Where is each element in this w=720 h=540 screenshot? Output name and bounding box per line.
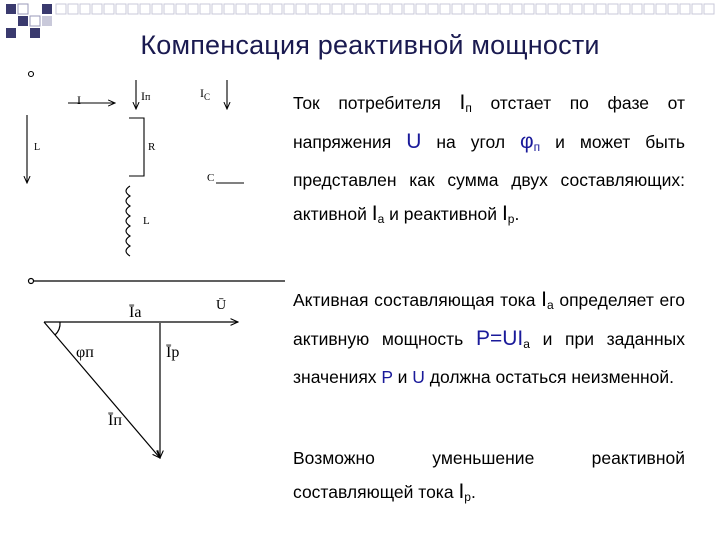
label-L-coil: L — [143, 215, 150, 227]
label-I: I — [77, 93, 81, 107]
label-U: Ū — [216, 298, 227, 313]
label-Ip: Īр — [166, 344, 180, 361]
vector-labels — [76, 297, 226, 429]
label-R: R — [148, 141, 156, 153]
label-Ic: $I_C$ — [200, 86, 211, 102]
vector-diagram — [29, 279, 286, 459]
circuit-and-vector-diagram — [0, 60, 290, 520]
circuit-schematic — [27, 72, 244, 257]
resistor-R — [129, 118, 144, 176]
label-C: C — [207, 172, 215, 184]
angle-arc — [55, 322, 60, 335]
top-terminal — [29, 72, 34, 77]
label-In: Iп — [141, 89, 151, 103]
label-In-vector: Īп — [108, 412, 122, 429]
circuit-labels — [34, 86, 214, 227]
vector-In — [44, 322, 160, 458]
slide-title: Компенсация реактивной мощности — [140, 30, 600, 60]
paragraph-current-lag: Ток потребителя $I_п$ отстает по фазе от напряжения U на угол $\varphi_п$ и может быть представлен как сумма двух составляющих: активной $I_а$ и реактивной $I_р$. — [293, 91, 685, 226]
paragraph-active-component: Активная составляющая тока $I_а$ определяет его активную мощность $P=UI_а$ и при заданных значениях P и U должна остаться неизменной. — [293, 288, 685, 387]
bottom-terminal — [29, 279, 34, 284]
paragraph-reactive-reduction: Возможно уменьшение реактивной составляющей тока $I_р$. — [293, 448, 685, 504]
label-L-left: L — [34, 142, 41, 153]
label-Ia: Īа — [129, 304, 142, 321]
label-phi: φп — [76, 344, 94, 361]
inductor-coil — [126, 186, 130, 256]
